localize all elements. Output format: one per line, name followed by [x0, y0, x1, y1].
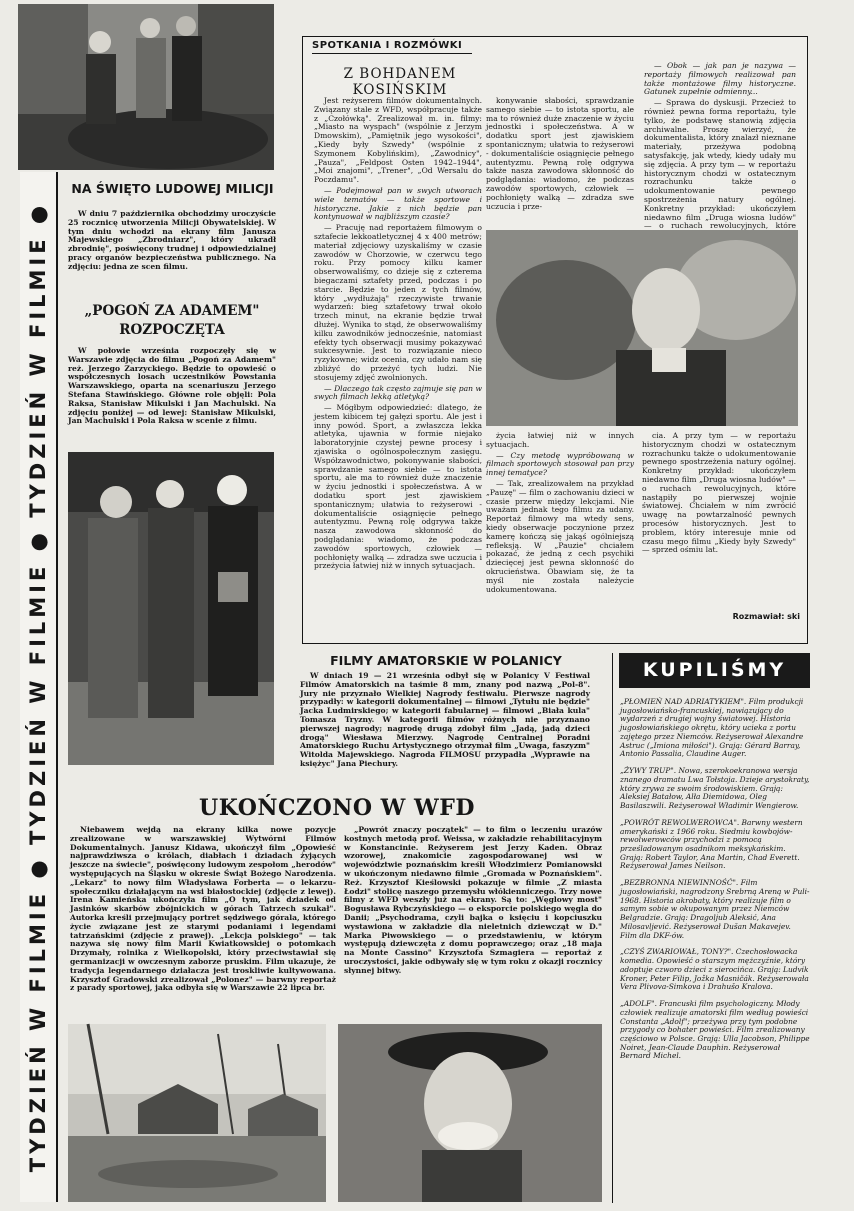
amatorskie-body	[300, 672, 590, 772]
interview-col-2-top	[486, 97, 634, 225]
kupilismy-item: „POWRÓT REWOLWEROWCA". Barwny western amerykański z 1966 roku. Siedmiu kowbojów-rewolwerowców przychodzi z pomocą prześladowanym osadnikom meksykańskim. Grają: Robert Taylor, Ana Martin, Chad Everett. Reżyserował James Neilson.	[620, 817, 803, 871]
wfd-col-2	[344, 826, 602, 1016]
kupilismy-title: KUPILIŚMY	[619, 653, 810, 688]
interview-col-3-top	[644, 61, 796, 231]
milicja-title: NA ŚWIĘTO LUDOWEJ MILICJI	[71, 181, 274, 196]
photo-milicja-scene	[18, 4, 274, 170]
interview-a1: — Pracuję nad reportażem filmowym o sztafecie lekkoatletycznej 4 x 400 metrów; materiał zdjęciowy uzyskaliśmy w czasie zawodów w Chorzowie, w czerwcu tego roku. Przy pomocy kilku kamer obserwowaliśmy, co dzieje się z czterema biegaczami sztafety przed, podczas i po starcie. Będzie to jeden z tych filmów, który „wydłużają" rzeczywiste trwanie wydarzeń: bieg sztafetowy trwał około trzech minut, na ekranie będzie trwał dłużej. Wynika to stąd, że obserwowaliśmy kilku zawodników jednocześnie, natomiast efekty tych obserwacji musimy pokazywać sukcesywnie. Jest to rozwiązanie nieco ryzykowne; widz ocenia, czy udało nam się zbliżyć do przeżyć tych ludzi. Nie stosujemy zdjęć zwolnionych.	[314, 223, 482, 382]
interview-intro: Jest reżyserem filmów dokumentalnych. Związany stale z WFD, współpracuje także z „Czołówką". Zrealizował m. in. filmy: „Miasto na wyspach" (wspólnie z Jerzym Dmowskim), „Pamiętnik jego wysokości", „Kiedy były Szwedy" (wspólnie z Szymonem Kobylińskim), „Zawodnicy", „Pauza", „Feldpost Osten 1942–1944", „Moi znajomi", „Trener", „Od Wersalu do Poczdamu".	[314, 96, 482, 185]
wfd-col-2-text: „Powrót znaczy początek" — to film o leczeniu urazów kostnych metodą prof. Weissa, w zakładzie rehabilitacyjnym w Konstancinie. Reżyserem jest Jerzy Kaden. Obraz wzorowej, znakomicie zagospodarowanej wsi w województwie poznańskim kreśli Włodzimierz Pomianowski w ukończonym niedawno filmie „Gromada w Poznańskiem". Reż. Krzysztof Kieślowski pokazuje w filmie „Z miasta Łodzi" stolicę naszego przemysłu włókienniczego. Trzy nowe filmy z WFD weszły już na ekrany. Są to: „Węglowy most" Bogusława Rybczyńskiego — o eksporcie polskiego węgla do Danii; „Psychodrama, czyli bajka o księciu i kopciuszku wystawiona w zakładzie dla nieletnich dziewcząt w D." Marka Piwowskiego — o przedstawieniu, w którym występują dziewczęta z domu poprawczego; oraz „18 maja na Monte Cassino" Krzysztofa Szmagiera — reportaż z uroczystości, jakie odbywały się w tym roku z okazji rocznicy słynnej bitwy.	[344, 825, 602, 975]
pogon-body	[68, 347, 276, 437]
pogon-title-2: ROZPOCZĘTA	[119, 322, 225, 338]
interview-a4: — Sprawa do dyskusji. Przecież to również pewna forma reportażu, tyle tylko, że podstawę stanowią zdjęcia archiwalne. Proszę wierzyć, że dokumentalista, który znalazł nieznane materiały, przeżywa podobną satysfakcję, jak wtedy, kiedy udały mu się zdjęcia. A przy tym — w reportażu historycznym chodzi w ostatecznym rozrachunku także o udokumentowanie pewnego spostrzeżenia natury ogólnej. Konkretny przykład: ukończyłem niedawno film „Druga wiosna ludów" — o ruchach rewolucyjnych, które	[644, 98, 796, 231]
interview-col-2-bottom	[486, 432, 634, 600]
interview-q3: — Czy metodę wypróbowaną w filmach sportowych stosował pan przy innej tematyce?	[486, 450, 634, 478]
photo-old-highlander	[338, 1024, 602, 1202]
wfd-col-1-text: Niebawem wejdą na ekrany kilka nowe pozycje zrealizowane w warszawskiej Wytwórni Filmów Dokumentalnych. Janusz Kidawa, ukończył film „Opowieść najprawdziwsza o królach, diabłach i dziadach żyjących jeszcze na świecie", poświęcony ludowym zespołom „herodów" występujących na Śląsku w okresie Świąt Bożego Narodzenia. „Lekarz" to nowy film Władysława Forberta — o lekarzu-społeczniku działającym na wsi białostockiej (zdjęcie z lewej). Irena Kamieńska ukończyła film „O tym, jak dziadek od Jasinków skarbów zbójnickich w górach Tatrzech szukał". Autorka kreśli przejmujący portret sędziwego górala, którego życie związane jest ze starymi podaniami i legendami tatrzańskimi (zdjęcie z prawej). „Lekcja polskiego" — tak nazywa się nowy film Marii Kwiatkowskiej o potomkach Drzymały, rolnika z Wielkopolski, który przeciwstawiał się germanizacji w owczesnym zaborze pruskim. Film ukazuje, że tradycja legendarnego działacza jest troskliwie kultywowana. Krzysztof Gradowski zrealizował „Polonez" — barwny reportaż z parady sportowej, jaka odbyła się w Warszawie 22 lipca br.	[70, 825, 336, 993]
interview-a2-end: życia łatwiej niż w innych sytuacjach.	[486, 431, 634, 449]
wfd-col-1	[70, 826, 336, 1016]
interview-title: Z BOHDANEM KOSIŃSKIM	[343, 66, 457, 98]
amatorskie-body-text: W dniach 19 — 21 września odbył się w Polanicy V Festiwal Filmów Amatorskich na taśmie 8 mm, znany pod nazwą „Pol-8". Jury nie przyznało Wielkiej Nagrody festiwalu. Pierwsze nagrody przypadły: w kategorii dokumentalnej — filmowi „Tytułu nie będzie" Jacka Ludmirskiego; w kategorii fabularnej — filmowi „Biała kula" Tomasza Tryzny. W kategorii filmów różnych nie przyznano pierwszej nagrody; nagrodę drugą zdobył film „Jadą, jadą dzieci drogą" Wiesława Mierzwy. Nagrodę Centralnej Poradni Amatorskiego Ruchu Artystycznego otrzymał film „Uwaga, faszyzm" Witolda Majewskiego. Nagroda FILMOSU przypadła „Wyprawie na księżyc" Jana Piechury.	[300, 671, 590, 768]
interview-q4: — Obok — jak pan je nazywa — reportaży filmowych realizował pan także montażowe filmy historyczne. Gatunek zupełnie odmienny...	[644, 61, 796, 97]
kupilismy-item: „ŻYWY TRUP". Nowa, szerokoekranowa wersja znanego dramatu Lwa Tołstoja. Dzieje arystokraty, który zrywa ze swoim środowiskiem. Grają: Aleksiej Batałow, Alła Diemidowa, Oleg Basilaszwili. Reżyserował Władimir Wengierow.	[620, 766, 810, 811]
interview-col-1	[314, 97, 482, 637]
interview-section-label: SPOTKANIA I ROZMÓWKI	[312, 40, 463, 51]
photo-lekarz-village	[68, 1024, 326, 1202]
photo-pogon-scene	[68, 452, 274, 765]
interview-author: Rozmawiał: ski	[732, 612, 800, 621]
pogon-body-text: W połowie września rozpoczęły się w Warszawie zdjęcia do filmu „Pogoń za Adamem" reż. Jerzego Zarzyckiego. Będzie to opowieść o współczesnych losach uczestników Powstania Warszawskiego, oparta na scenariuszu Jerzego Stefana Stawińskiego. Główne role objęli: Pola Raksa, Stanisław Mikulski i Jan Machulski. Na zdjęciu poniżej — od lewej: Stanisław Mikulski, Jan Machulski i Pola Raksa w scenie z filmu.	[68, 346, 276, 426]
side-banner-text: TYDZIEŃ W FILMIE ● TYDZIEŃ W FILMIE ● TYDZIEŃ W FILMIE ●	[26, 201, 50, 1173]
interview-q1: — Podejmował pan w swych utworach wiele tematów — także sportowe i historyczne. Jakie z nich będzie pan kontynuował w najbliższym czasie?	[314, 185, 482, 222]
amatorskie-title: FILMY AMATORSKIE W POLANICY	[330, 653, 562, 668]
kupilismy-item: „CZYŚ ZWARIOWAŁ, TONY?". Czechosłowacka komedia. Opowieść o starszym mężczyźnie, który adoptuje czworo dzieci z sierocińca. Grają: Ludvik Kroner, Peter Filip, Jožka Masničák. Reżyserowała Vera Plivova-Simkova i Drahušo Kralova.	[620, 947, 809, 992]
milicja-body-text: W dniu 7 października obchodzimy uroczyście 25 rocznicę utworzenia Milicji Obywatelskiej. W tym dniu wchodzi na ekrany film Janusza Majewskiego „Zbrodniarz", który ukradł zbrodnię", poświęcony trudnej i odpowiedzialnej pracy organów bezpieczeństwa publicznego. Na zdjęciu: jedna ze scen filmu.	[68, 209, 276, 271]
photo-kosinski	[486, 230, 798, 426]
interview-section-rule	[312, 53, 472, 54]
milicja-body	[68, 210, 276, 282]
pogon-title-1: „POGOŃ ZA ADAMEM"	[84, 303, 260, 319]
interview-col-3-bottom	[642, 432, 796, 600]
interview-a4-cont: cia. A przy tym — w reportażu historycznym chodzi w ostatecznym rozrachunku także o udokumentowanie pewnego spostrzeżenia natury ogólnej. Konkretny przykład: ukończyłem niedawno film „Druga wiosna ludów" — o ruchach rewolucyjnych, które nastąpiły po pierwszej wojnie światowej. Chciałem w nim zwrócić uwagę na powtarzalność pewnych procesów historycznych. Jest to problem, który interesuje mnie od czasu mego filmu „Kiedy były Szwedy" — sprzed ośmiu lat.	[642, 431, 796, 555]
kupilismy-item: „BEZBRONNA NIEWINNOŚĆ". Film jugosłowiański, nagrodzony Srebrną Areną w Puli-1968. Historia akrobaty, który realizuje film o samym sobie w okupowanym przez Niemców Belgradzie. Grają: Dragoljub Aleksić, Ana Milosavljević. Reżyserował Dušan Makavejev. Film dla DKF-ów.	[620, 878, 810, 940]
interview-a2-cont: konywanie słabości, sprawdzanie samego siebie — to istota sportu, ale ma to również duże znaczenie w życiu jednostki i społeczeństwa. A w dodatku sport jest zjawiskiem spontanicznym; ułatwia to reżyserowi - dokumentaliście osiągnięcie pełnego autentyzmu. Pewną rolę odgrywa także nasza zawodowa skłonność do podglądania: wiadomo, że podczas zawodów sportowych, człowiek — pochłonięty walką — zdradza swe uczucia i prze-	[486, 96, 634, 211]
interview-a3: — Tak, zrealizowałem na przykład „Pauzę" — film o zachowaniu dzieci w czasie przerw między lekcjami. Nie uważam jednak tego filmu za udany. Reportaż filmowy ma wtedy sens, kiedy obserwacje poczynione przez kamerę kończą się jakąś ogólniejszą refleksją. W „Pauzie" chciałem pokazać, że jedną z cech psychiki dziecięcej jest pewna skłonność do okrucieństwa. Obawiam się, że ta myśl nie została należycie udokumentowana.	[486, 478, 634, 594]
kupilismy-item: „PŁOMIEŃ NAD ADRIATYKIEM". Film produkcji jugosłowiańsko-francuskiej, nawiązujący do wydarzeń z drugiej wojny światowej. Historia jugosłowiańskiego okrętu, który ucieka z portu zajętego przez Niemców. Reżyserował Alexandre Astruc („Imiona miłości"). Grają: Gérard Barray, Antonio Passalia, Claudine Auger.	[620, 697, 804, 759]
wfd-title: UKOŃCZONO W WFD	[199, 795, 475, 821]
kupilismy-item: „ADOLF". Francuski film psychologiczny. Młody człowiek realizuje amatorski film według powieści Constanta „Adolf"; przeżywa przy tym podobne przygody co bohater powieści. Film zrealizowany częściowo w Polsce. Grają: Ulla Jacobson, Philippe Noiret, Jean-Claude Dauphin. Reżyserował Bernard Michel.	[620, 999, 810, 1061]
kupilismy-divider	[612, 653, 613, 1203]
side-banner	[20, 172, 58, 1202]
interview-q2: — Dlaczego tak często zajmuje się pan w swych filmach lekką atletyką?	[314, 383, 482, 402]
kupilismy-list	[620, 698, 810, 1203]
interview-a2: — Mógłbym odpowiedzieć: dlatego, że jestem kibicem tej gałęzi sportu. Ale jest i inny powód. Sport, a zwłaszcza lekka atletyka, ujawnia w formie niejako laboratoryjnie czystej pewne procesy i zjawiska o ogólnospołecznym zasięgu. Współzawodnictwo, pokonywanie słabości, sprawdzanie samego siebie — to istota sportu, ale ma to również duże znaczenie w życiu jednostki i społeczeństwa. A w dodatku sport jest zjawiskiem spontanicznym; ułatwia to reżyserowi - dokumentaliście osiągnięcie pełnego autentyzmu. Pewną rolę odgrywa także nasza zawodowa skłonność do podglądania: wiadomo, że podczas zawodów sportowych, człowiek — pochłonięty walką — zdradza swe uczucia i przeżycia łatwiej niż w innych sytuacjach.	[314, 403, 482, 571]
